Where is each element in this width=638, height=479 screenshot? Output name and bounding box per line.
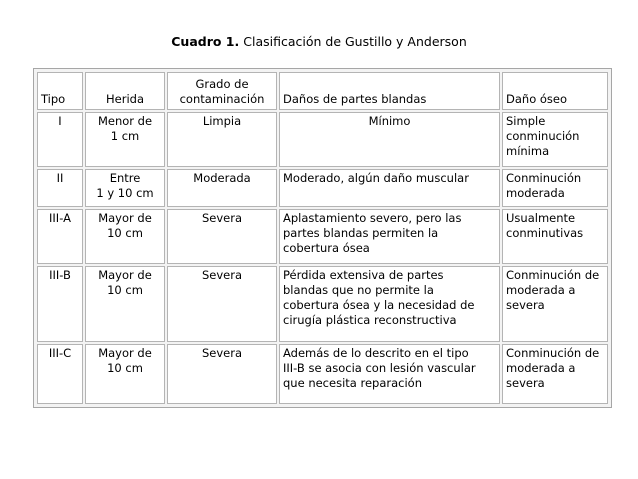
cell-tipo: II xyxy=(37,169,83,208)
caption-label: Cuadro 1. xyxy=(171,34,240,49)
cell-contaminacion: Severa xyxy=(167,209,277,264)
cell-dano-oseo: Simple conminución mínima xyxy=(502,112,608,167)
cell-tipo: I xyxy=(37,112,83,167)
table-row xyxy=(37,209,608,264)
cell-dano-oseo: Conminución de moderada a severa xyxy=(502,266,608,342)
cell-partes-blandas: Además de lo descrito en el tipo III-B se asocia con lesión vascular que necesita reparación xyxy=(279,344,500,404)
caption-title: Clasificación de Gustillo y Anderson xyxy=(243,34,467,49)
cell-partes-blandas: Aplastamiento severo, pero las partes blandas permiten la cobertura ósea xyxy=(279,209,500,264)
cell-dano-oseo: Conminución moderada xyxy=(502,169,608,208)
classification-table xyxy=(35,70,610,406)
cell-partes-blandas: Mínimo xyxy=(279,112,500,167)
header-tipo: Tipo xyxy=(37,72,83,110)
table-row xyxy=(37,169,608,208)
cell-herida: Mayor de 10 cm xyxy=(85,266,165,342)
table-caption xyxy=(0,34,638,50)
cell-contaminacion: Severa xyxy=(167,344,277,404)
cell-tipo: III-A xyxy=(37,209,83,264)
header-danos-partes-blandas: Daños de partes blandas xyxy=(279,72,500,110)
cell-herida: Mayor de 10 cm xyxy=(85,209,165,264)
cell-dano-oseo: Conminución de moderada a severa xyxy=(502,344,608,404)
table-row xyxy=(37,112,608,167)
cell-tipo: III-C xyxy=(37,344,83,404)
cell-contaminacion: Moderada xyxy=(167,169,277,208)
cell-herida: Menor de 1 cm xyxy=(85,112,165,167)
header-grado-contaminacion: Grado de contaminación xyxy=(167,72,277,110)
cell-contaminacion: Severa xyxy=(167,266,277,342)
cell-tipo: III-B xyxy=(37,266,83,342)
header-row xyxy=(37,72,608,110)
cell-herida: Mayor de 10 cm xyxy=(85,344,165,404)
classification-table-frame xyxy=(33,68,612,408)
header-dano-oseo: Daño óseo xyxy=(502,72,608,110)
cell-partes-blandas: Pérdida extensiva de partes blandas que no permite la cobertura ósea y la necesidad de cirugía plástica reconstructiva xyxy=(279,266,500,342)
cell-contaminacion: Limpia xyxy=(167,112,277,167)
cell-partes-blandas: Moderado, algún daño muscular xyxy=(279,169,500,208)
cell-dano-oseo: Usualmente conminutivas xyxy=(502,209,608,264)
table-row xyxy=(37,344,608,404)
table-row xyxy=(37,266,608,342)
header-herida: Herida xyxy=(85,72,165,110)
cell-herida: Entre 1 y 10 cm xyxy=(85,169,165,208)
